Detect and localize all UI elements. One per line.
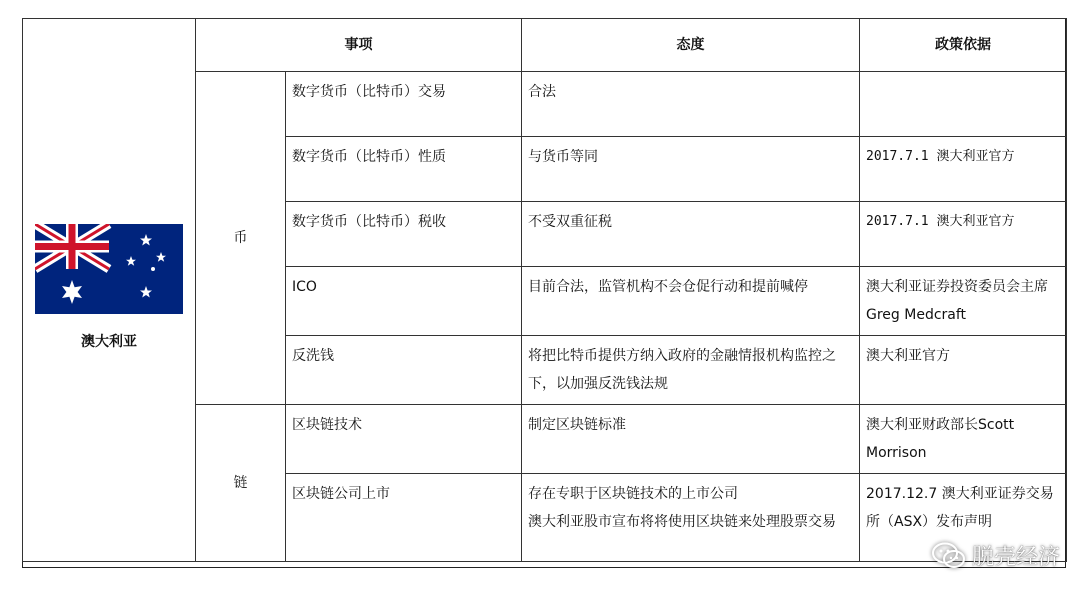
country-cell (23, 19, 196, 562)
attitude-cell: 制定区块链标准 (522, 405, 860, 474)
watermark (932, 540, 1060, 571)
watermark-text: 脱壳经济 (971, 545, 1060, 570)
item-cell: 反洗钱 (286, 336, 522, 405)
basis-cell: 2017.7.1 澳大利亚官方 (860, 137, 1067, 202)
item-cell: 数字货币（比特币）税收 (286, 202, 522, 267)
attitude-cell: 合法 (522, 72, 860, 137)
policy-table (22, 18, 1067, 562)
basis-cell: 澳大利亚证券投资委员会主席Greg Medcraft (860, 267, 1067, 336)
header-basis: 政策依据 (860, 19, 1067, 72)
country-name: 澳大利亚 (81, 334, 137, 350)
attitude-cell: 不受双重征税 (522, 202, 860, 267)
attitude-cell: 目前合法，监管机构不会仓促行动和提前喊停 (522, 267, 860, 336)
attitude-line: 澳大利亚股市宣布将将使用区块链来处理股票交易 (528, 514, 836, 530)
header-attitude: 态度 (522, 19, 860, 72)
basis-cell (860, 72, 1067, 137)
item-cell: 数字货币（比特币）交易 (286, 72, 522, 137)
header-item: 事项 (196, 19, 522, 72)
attitude-cell (522, 474, 860, 562)
group-label-coin: 币 (196, 72, 286, 405)
attitude-cell: 与货币等同 (522, 137, 860, 202)
basis-cell: 2017.7.1 澳大利亚官方 (860, 202, 1067, 267)
wechat-icon (932, 542, 966, 570)
item-cell: 数字货币（比特币）性质 (286, 137, 522, 202)
attitude-line: 存在专职于区块链技术的上市公司 (528, 486, 738, 502)
item-cell: ICO (286, 267, 522, 336)
group-label-chain: 链 (196, 405, 286, 562)
australia-flag-icon (35, 224, 183, 314)
basis-cell: 澳大利亚官方 (860, 336, 1067, 405)
item-cell: 区块链公司上市 (286, 474, 522, 562)
basis-cell: 澳大利亚财政部长Scott Morrison (860, 405, 1067, 474)
attitude-cell: 将把比特币提供方纳入政府的金融情报机构监控之下，以加强反洗钱法规 (522, 336, 860, 405)
header-row (23, 19, 1067, 72)
item-cell: 区块链技术 (286, 405, 522, 474)
basis-cell: 2017.12.7 澳大利亚证券交易所（ASX）发布声明 (860, 474, 1067, 562)
